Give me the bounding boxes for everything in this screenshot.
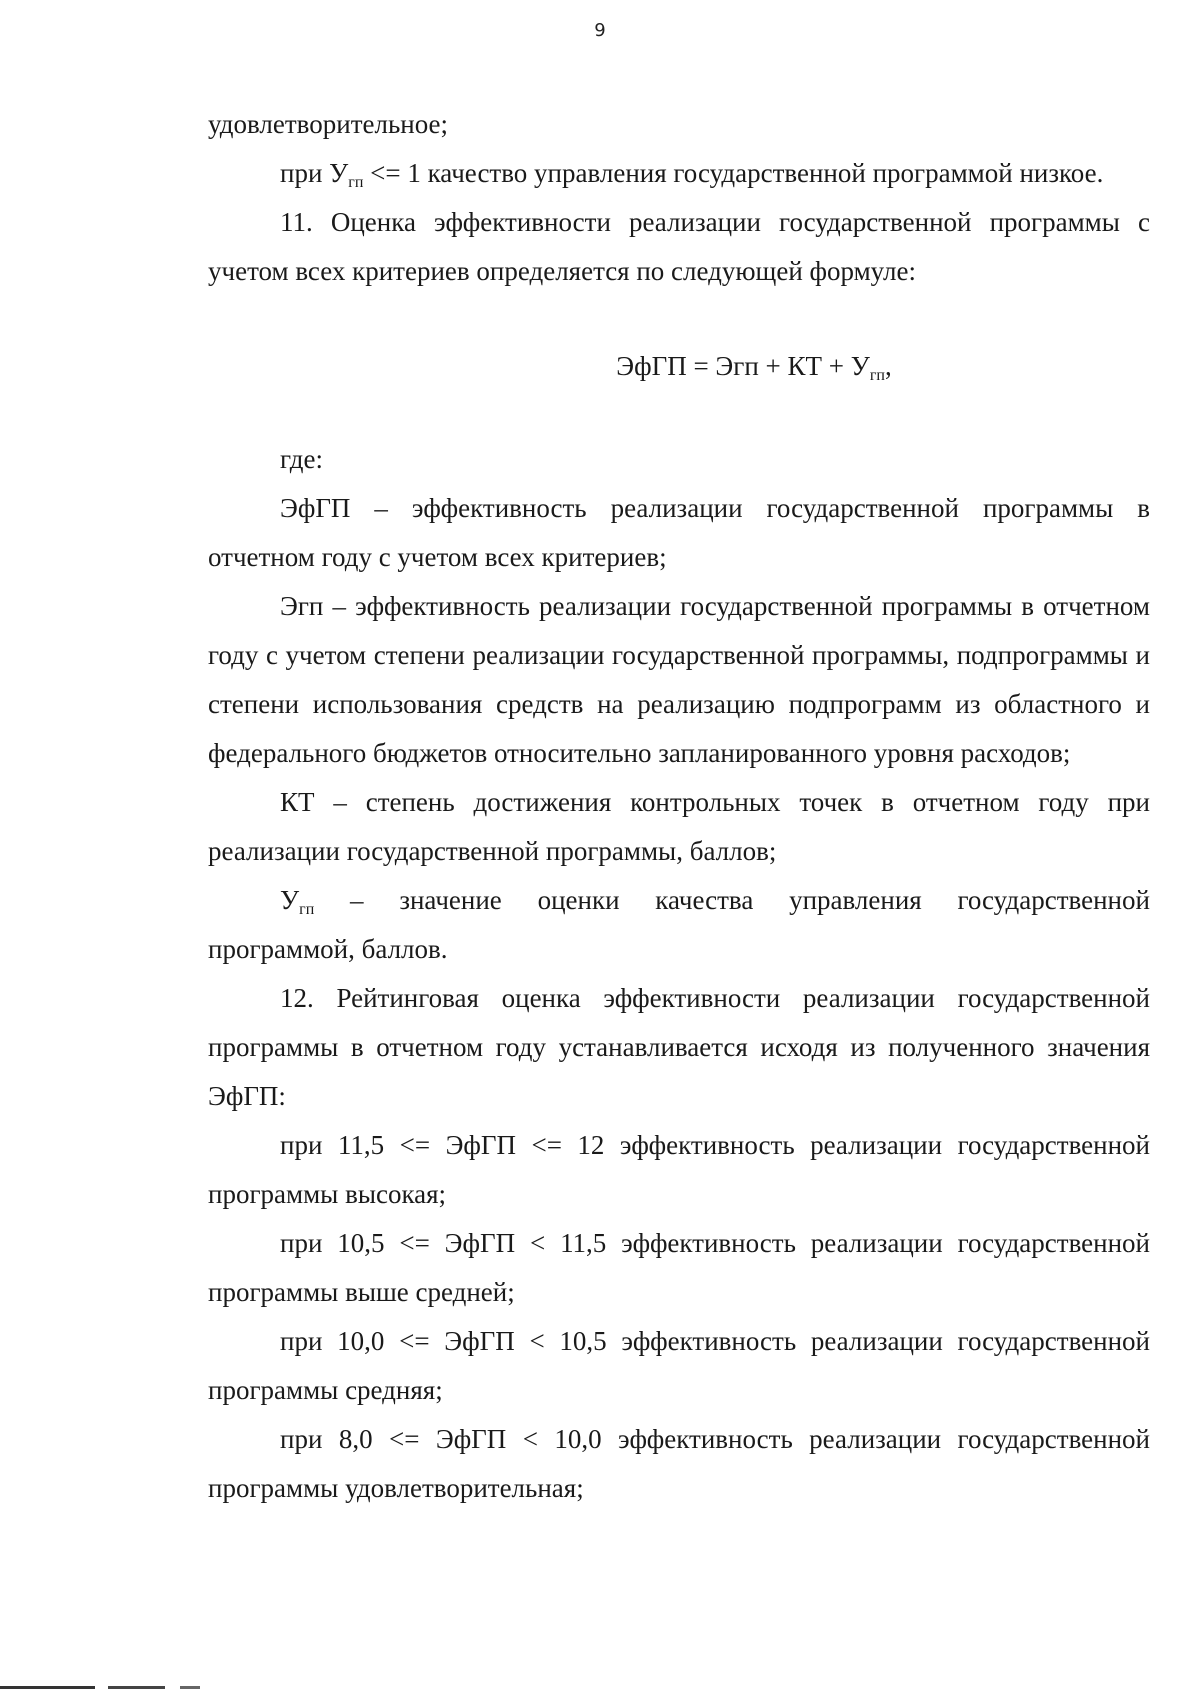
text-fragment: при У: [280, 158, 349, 188]
where-label: где:: [280, 444, 323, 474]
definition-ugp-symbol: [280, 876, 314, 925]
definition-efgp: ЭфГП – эффективность реализации государственной программы в отчетном году с учетом всех критериев;: [208, 493, 1150, 572]
word: –: [350, 885, 364, 915]
definition-ugp-line: [208, 876, 1150, 925]
word: качества: [655, 885, 754, 915]
word: значение: [399, 885, 502, 915]
definition-egp: Эгп – эффективность реализации государственной программы в отчетном году с учетом степени реализации государственной программы, подпрограммы и степени использования средств на реализацию подпрограмм из областного и федерального бюджетов относительно запланированного уровня расходов;: [208, 591, 1150, 768]
word: государственной: [957, 885, 1150, 915]
rating-average: при 10,0 <= ЭфГП < 10,5 эффективность реализации государственной программы средняя;: [208, 1326, 1150, 1405]
definition-kt: КТ – степень достижения контрольных точек в отчетном году при реализации государственной программы, баллов;: [208, 787, 1150, 866]
paragraph-continuation: удовлетворительное;: [208, 109, 449, 139]
paragraph-low-quality: [208, 149, 1150, 198]
document-body: [208, 100, 1150, 1513]
paragraph-11: 11. Оценка эффективности реализации государственной программы с учетом всех критериев определяется по следующей формуле:: [208, 207, 1150, 286]
word: управления: [789, 885, 922, 915]
page-number: 9: [594, 20, 606, 41]
text-fragment: <= 1 качество управления государственной программой низкое.: [363, 158, 1104, 188]
subscript-gp: гп: [348, 174, 364, 191]
formula-expression: [616, 342, 891, 391]
formula-main: ЭфГП = Эгп + КТ + У: [616, 351, 870, 381]
word: оценки: [537, 885, 620, 915]
symbol-u: У: [280, 885, 300, 915]
rating-high: при 11,5 <= ЭфГП <= 12 эффективность реализации государственной программы высокая;: [208, 1130, 1150, 1209]
scan-footer-rule: [0, 1686, 300, 1689]
formula-tail: ,: [884, 351, 892, 381]
formula: [208, 342, 1150, 391]
subscript-gp: гп: [299, 901, 315, 918]
definition-ugp-continuation: программой, баллов.: [208, 934, 448, 964]
rating-above-average: при 10,5 <= ЭфГП < 11,5 эффективность реализации государственной программы выше средней;: [208, 1228, 1150, 1307]
rating-satisfactory: при 8,0 <= ЭфГП < 10,0 эффективность реализации государственной программы удовлетворительная;: [208, 1424, 1150, 1503]
paragraph-12: 12. Рейтинговая оценка эффективности реализации государственной программы в отчетном году устанавливается исходя из полученного значения ЭфГП:: [208, 983, 1150, 1111]
formula-subscript: гп: [869, 367, 885, 384]
